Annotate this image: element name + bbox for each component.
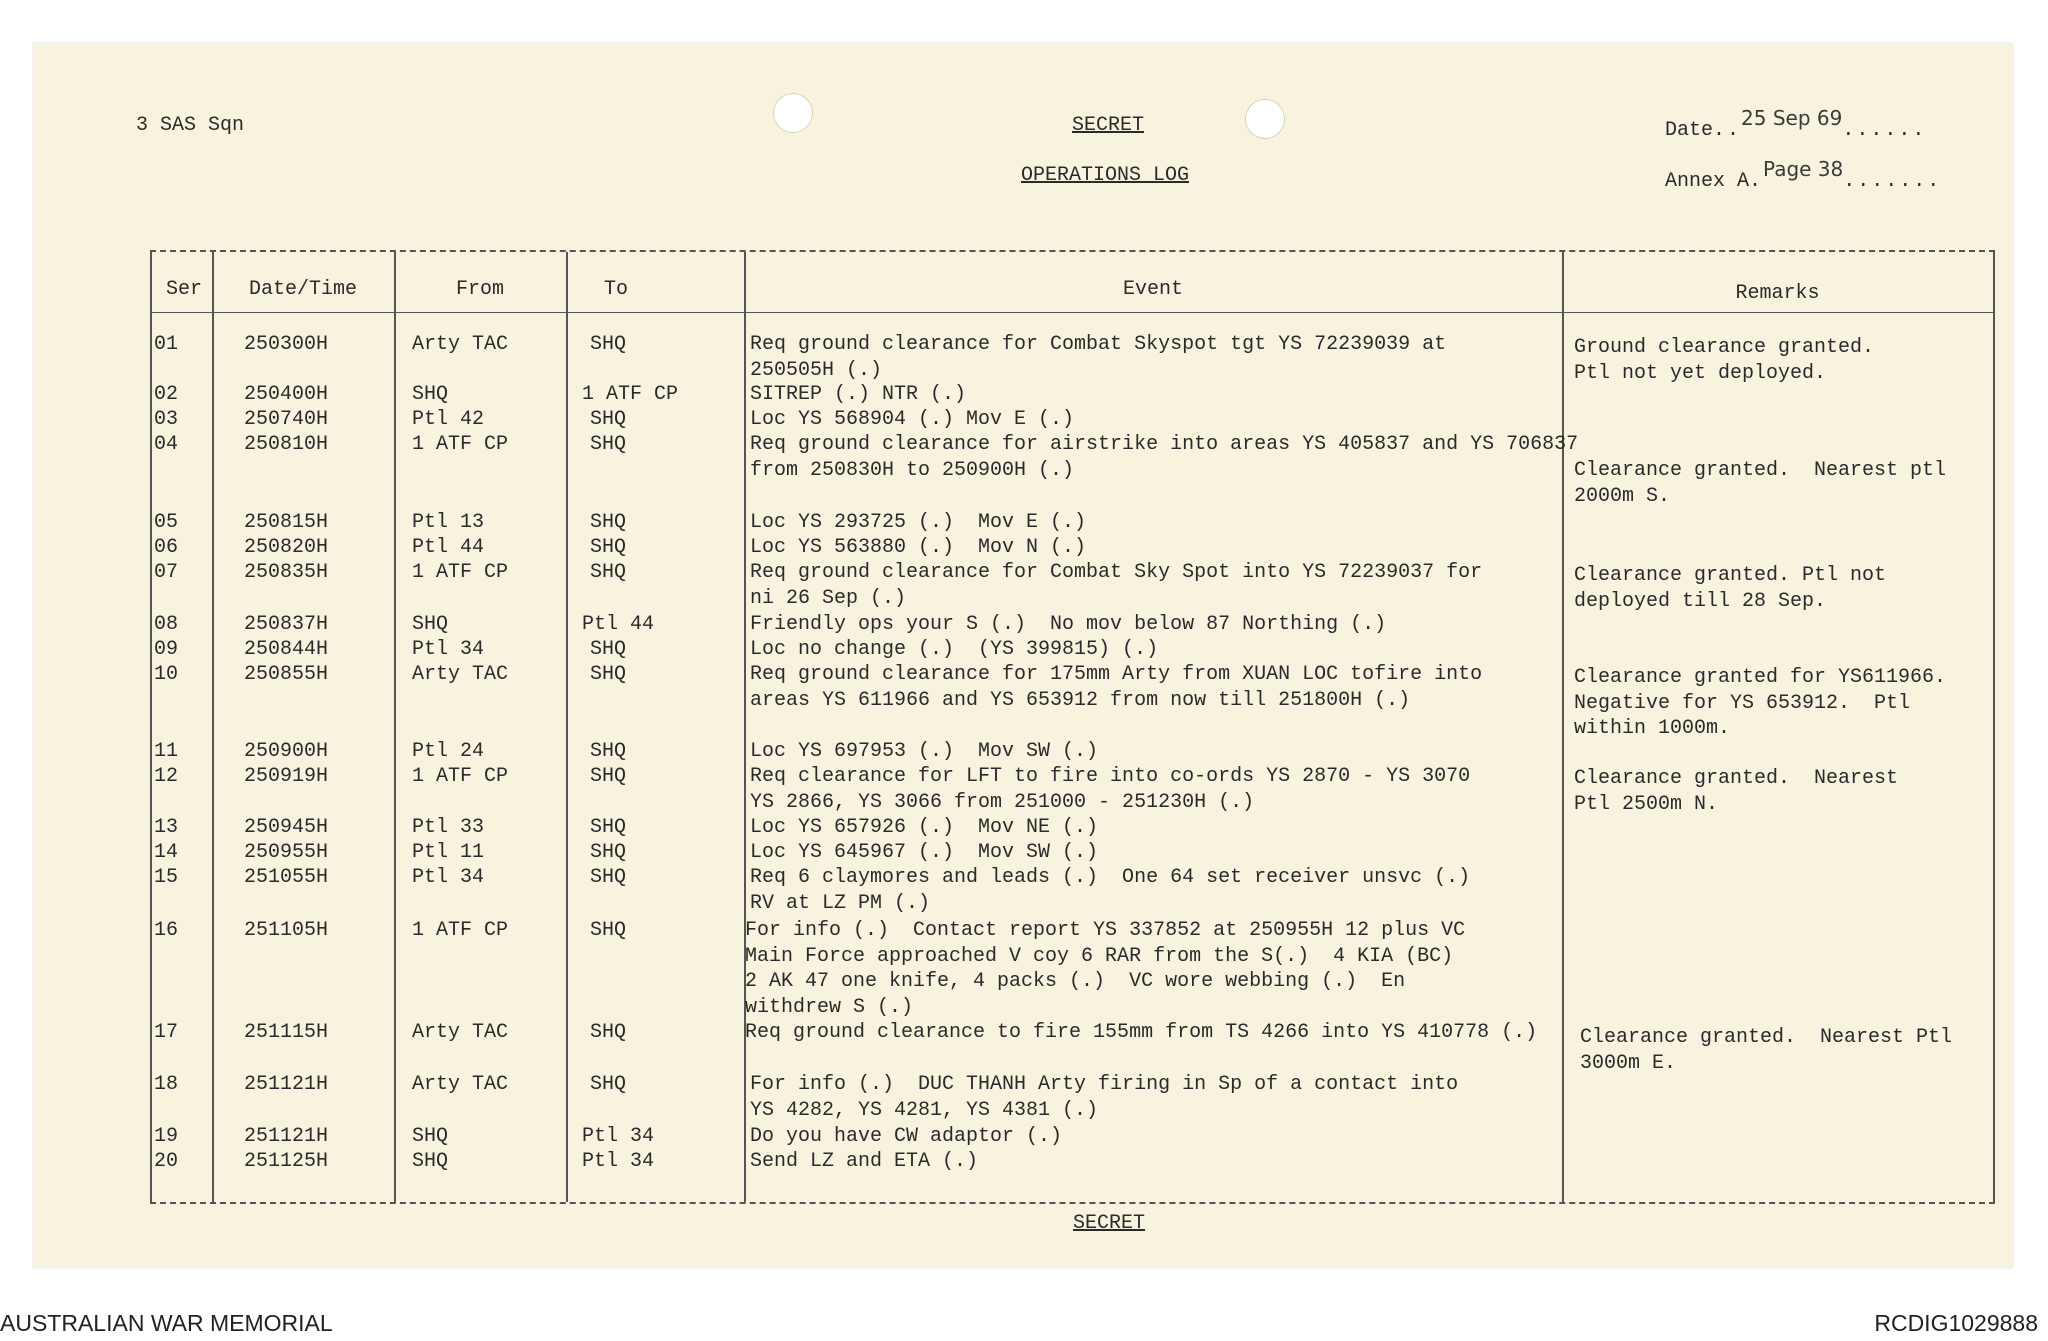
classification-header: SECRET [1072,114,1145,137]
cell-datetime: 250835H [244,561,329,584]
cell-event: Loc YS 568904 (.) Mov E (.) [750,408,1075,431]
cell-datetime: 250740H [244,408,329,431]
cell-event: Loc no change (.) (YS 399815) (.) [750,638,1159,661]
cell-ser: 14 [154,841,179,864]
cell-datetime: 251055H [244,866,329,889]
header-datetime: Date/Time [248,278,358,301]
cell-ser: 09 [154,638,179,661]
cell-to: SHQ [590,638,627,661]
header-ser: Ser [165,278,202,301]
column-divider [566,252,568,1202]
cell-ser: 19 [154,1125,179,1148]
cell-event: Send LZ and ETA (.) [750,1150,979,1173]
column-divider [1993,252,1995,1202]
annex-value: Page 38 [1763,157,1844,181]
cell-ser: 08 [154,613,179,636]
cell-ser: 17 [154,1021,179,1044]
cell-datetime: 250955H [244,841,329,864]
cell-to: SHQ [590,561,627,584]
cell-event: Loc YS 645967 (.) Mov SW (.) [750,841,1099,864]
unit-name: 3 SAS Sqn [136,114,245,137]
cell-datetime: 250400H [244,383,329,406]
cell-from: SHQ [412,1150,449,1173]
cell-to: SHQ [590,841,627,864]
cell-remarks: Clearance granted. Ptl not deployed till 28 Sep. [1574,564,1887,613]
cell-remarks: Clearance granted. Nearest ptl 2000m S. [1574,459,1947,508]
cell-event: Req ground clearance for 175mm Arty from XUAN LOC tofire into areas YS 611966 and YS 653912 from now till 251800H (.) [750,663,1483,712]
cell-to: SHQ [590,511,627,534]
cell-datetime: 250945H [244,816,329,839]
header-to: To [603,278,628,301]
header-remarks: Remarks [1735,282,1820,305]
cell-from: Ptl 42 [412,408,485,431]
cell-to: SHQ [590,1021,627,1044]
cell-from: Ptl 24 [412,740,485,763]
cell-datetime: 250844H [244,638,329,661]
cell-ser: 16 [154,919,179,942]
column-divider [212,252,214,1202]
cell-ser: 10 [154,663,179,686]
cell-from: Arty TAC [412,663,509,686]
cell-ser: 07 [154,561,179,584]
classification-footer: SECRET [1073,1212,1146,1235]
cell-from: SHQ [412,613,449,636]
cell-to: Ptl 34 [582,1150,655,1173]
cell-event: Do you have CW adaptor (.) [750,1125,1063,1148]
cell-to: SHQ [590,333,627,356]
annex-field: Annex A.Page 38....... [1665,157,1942,193]
cell-event: Loc YS 293725 (.) Mov E (.) [750,511,1087,534]
cell-event: Req 6 claymores and leads (.) One 64 set receiver unsvc (.) RV at LZ PM (.) [750,866,1471,915]
cell-from: 1 ATF CP [412,561,509,584]
cell-to: Ptl 34 [582,1125,655,1148]
cell-to: SHQ [590,740,627,763]
cell-ser: 04 [154,433,179,456]
cell-from: 1 ATF CP [412,765,509,788]
cell-datetime: 250855H [244,663,329,686]
cell-to: SHQ [590,433,627,456]
cell-ser: 03 [154,408,179,431]
column-divider [1562,252,1564,1202]
header-event: Event [1122,278,1183,301]
cell-event: For info (.) DUC THANH Arty firing in Sp of a contact into YS 4282, YS 4281, YS 4381 (.) [750,1073,1459,1122]
date-value: 25 Sep 69 [1741,106,1843,130]
log-title: OPERATIONS LOG [1021,164,1190,187]
cell-from: Arty TAC [412,333,509,356]
cell-datetime: 250300H [244,333,329,356]
cell-ser: 02 [154,383,179,406]
cell-datetime: 250810H [244,433,329,456]
archive-caption: AUSTRALIAN WAR MEMORIAL [0,1310,333,1336]
cell-remarks: Clearance granted for YS611966. Negative for YS 653912. Ptl within 1000m. [1574,666,1947,740]
cell-ser: 13 [154,816,179,839]
date-label: Date [1665,119,1714,142]
cell-ser: 18 [154,1073,179,1096]
column-divider [394,252,396,1202]
date-field: Date..25 Sep 69...... [1665,106,1927,142]
cell-event: Req ground clearance to fire 155mm from TS 4266 into YS 410778 (.) [745,1021,1538,1044]
cell-to: Ptl 44 [582,613,655,636]
cell-datetime: 251121H [244,1125,329,1148]
cell-event: For info (.) Contact report YS 337852 at 250955H 12 plus VC Main Force approached V coy 6 RAR from the S(.) 4 KIA (BC) 2 AK 47 one knife, 4 packs (.) VC wore webbing (.) En withdrew S (.) [745,919,1466,1019]
cell-to: SHQ [590,408,627,431]
cell-from: Ptl 13 [412,511,485,534]
cell-datetime: 250900H [244,740,329,763]
cell-datetime: 251125H [244,1150,329,1173]
cell-ser: 12 [154,765,179,788]
cell-from: Arty TAC [412,1073,509,1096]
cell-datetime: 251115H [244,1021,329,1044]
cell-from: Ptl 11 [412,841,485,864]
cell-from: Ptl 34 [412,866,485,889]
cell-from: SHQ [412,383,449,406]
cell-ser: 15 [154,866,179,889]
cell-ser: 11 [154,740,179,763]
cell-datetime: 251105H [244,919,329,942]
column-divider [150,252,152,1202]
cell-to: SHQ [590,663,627,686]
cell-from: SHQ [412,1125,449,1148]
cell-to: SHQ [590,1073,627,1096]
cell-from: Ptl 33 [412,816,485,839]
cell-event: Req ground clearance for airstrike into areas YS 405837 and YS 706837 from 250830H to 250900H (.) [750,433,1579,482]
cell-datetime: 250815H [244,511,329,534]
cell-to: SHQ [590,536,627,559]
cell-from: Arty TAC [412,1021,509,1044]
header-from: From [455,278,504,301]
cell-datetime: 250820H [244,536,329,559]
punch-hole-right [1245,99,1285,139]
header-rule [150,312,1995,313]
cell-event: SITREP (.) NTR (.) [750,383,967,406]
annex-label: Annex A [1665,170,1750,193]
cell-to: SHQ [590,919,627,942]
cell-event: Req ground clearance for Combat Skyspot tgt YS 72239039 at 250505H (.) [750,333,1447,382]
cell-from: 1 ATF CP [412,919,509,942]
cell-datetime: 250919H [244,765,329,788]
column-divider [744,252,746,1202]
cell-datetime: 251121H [244,1073,329,1096]
cell-from: Ptl 34 [412,638,485,661]
cell-ser: 01 [154,333,179,356]
cell-to: 1 ATF CP [582,383,679,406]
cell-ser: 06 [154,536,179,559]
cell-remarks: Clearance granted. Nearest Ptl 3000m E. [1580,1026,1953,1075]
cell-remarks: Clearance granted. Nearest Ptl 2500m N. [1574,767,1899,816]
operations-log-table [150,250,1995,1204]
cell-from: 1 ATF CP [412,433,509,456]
cell-to: SHQ [590,816,627,839]
cell-ser: 05 [154,511,179,534]
punch-hole-left [773,93,813,133]
cell-datetime: 250837H [244,613,329,636]
cell-event: Loc YS 697953 (.) Mov SW (.) [750,740,1099,763]
archive-reference: RCDIG1029888 [1874,1310,2038,1336]
cell-from: Ptl 44 [412,536,485,559]
cell-event: Loc YS 657926 (.) Mov NE (.) [750,816,1099,839]
cell-remarks: Ground clearance granted. Ptl not yet deployed. [1574,336,1875,385]
cell-event: Req ground clearance for Combat Sky Spot into YS 72239037 for ni 26 Sep (.) [750,561,1483,610]
cell-to: SHQ [590,866,627,889]
cell-ser: 20 [154,1150,179,1173]
cell-to: SHQ [590,765,627,788]
cell-event: Req clearance for LFT to fire into co-ords YS 2870 - YS 3070 YS 2866, YS 3066 from 251000 - 251230H (.) [750,765,1471,814]
cell-event: Friendly ops your S (.) No mov below 87 Northing (.) [750,613,1387,636]
cell-event: Loc YS 563880 (.) Mov N (.) [750,536,1087,559]
